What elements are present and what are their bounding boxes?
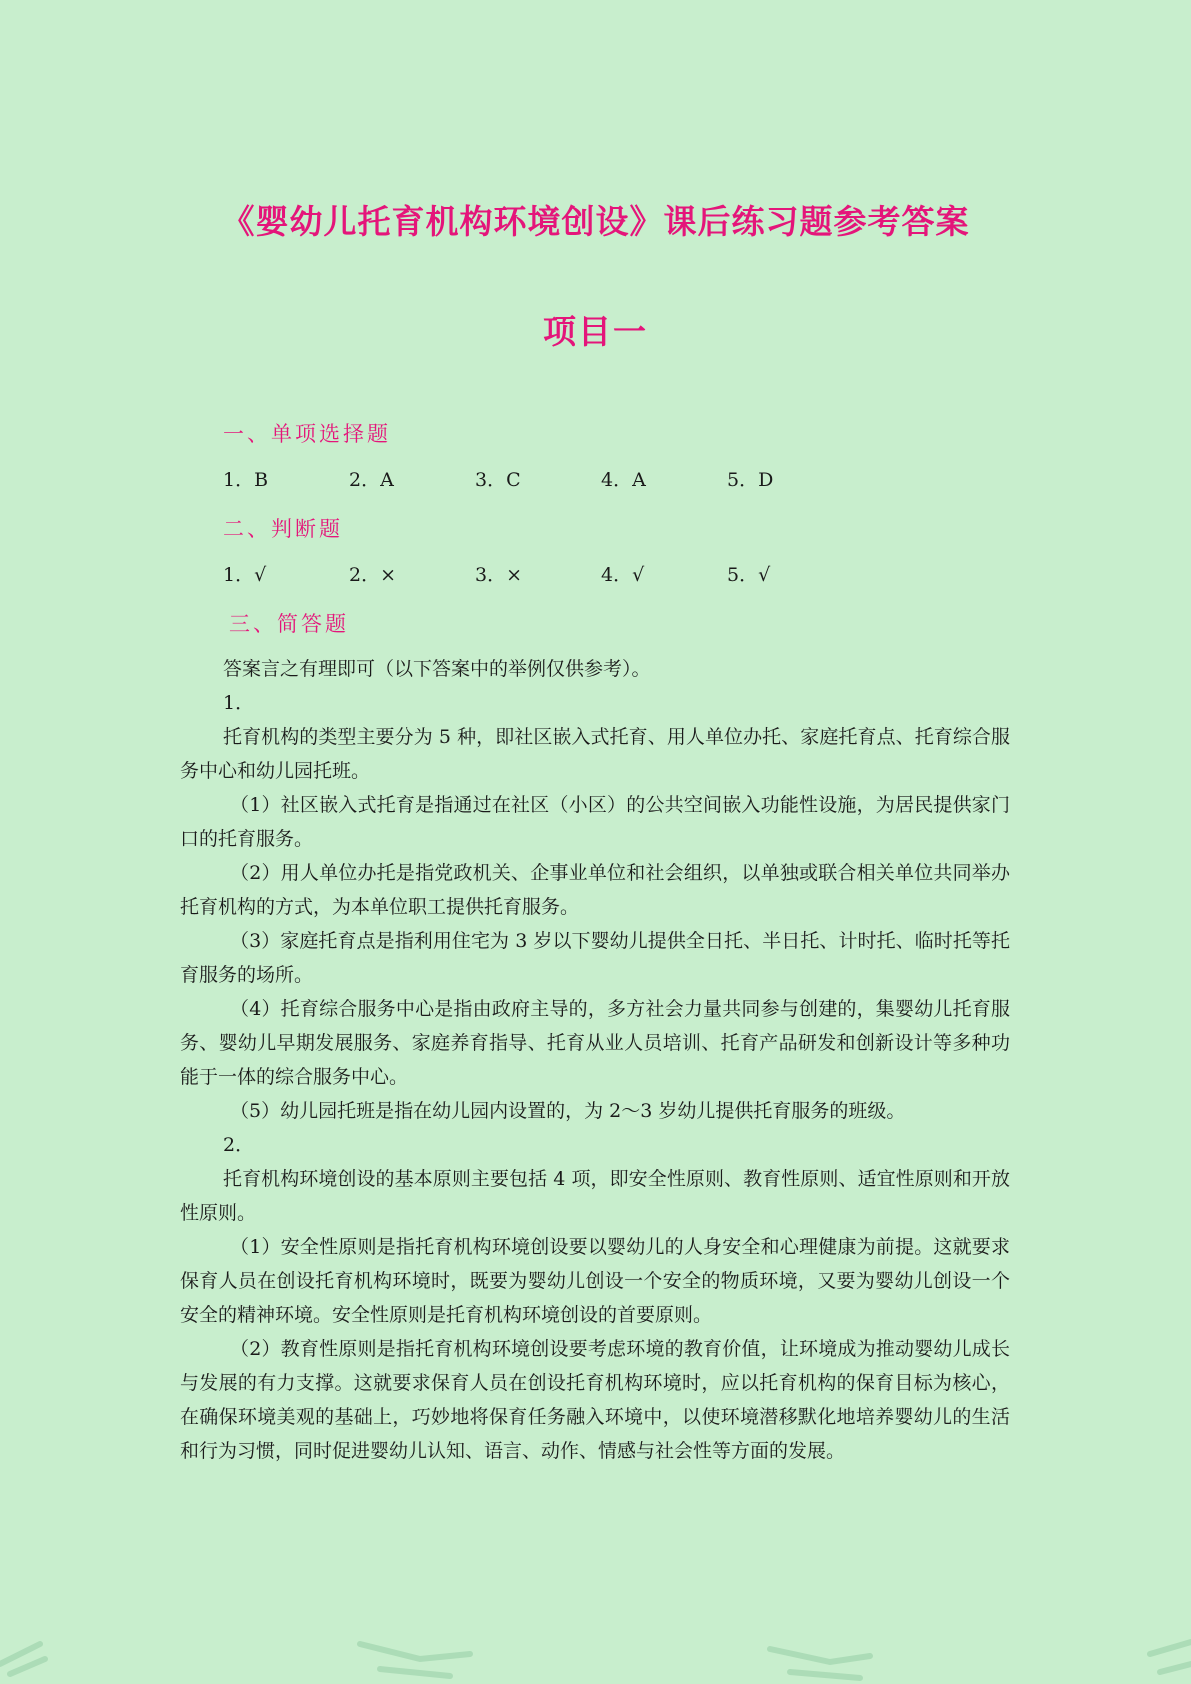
answer-paragraph: （5）幼儿园托班是指在幼儿园内设置的，为 2～3 岁幼儿提供托育服务的班级。 bbox=[230, 1100, 906, 1122]
answer-item: 5．√ bbox=[727, 564, 771, 586]
document-title: 《婴幼儿托育机构环境创设》课后练习题参考答案 bbox=[221, 202, 970, 241]
answer-item: 5．D bbox=[727, 469, 774, 491]
answer-paragraph: （2）教育性原则是指托育机构环境创设要考虑环境的教育价值，让环境成为推动婴幼儿成长与发展的有力支撑。这就要求保育人员在创设托育机构环境时，应以托育机构的保育目标为核心，在确保环境美观的基础上，巧妙地将保育任务融入环境中，以使环境潜移默化地培养婴幼儿的生活和行为习惯，同时促进婴幼儿认知、语言、动作、情感与社会性等方面的发展。 bbox=[180, 1338, 1010, 1462]
document-body bbox=[180, 418, 1010, 1468]
answer-item: 3．× bbox=[475, 564, 523, 586]
short-answer-intro: 答案言之有理即可（以下答案中的举例仅供参考）。 bbox=[223, 658, 651, 680]
answer-item: 3．C bbox=[475, 469, 521, 491]
answer-paragraph: （3）家庭托育点是指利用住宅为 3 岁以下婴幼儿提供全日托、半日托、计时托、临时托等托育服务的场所。 bbox=[180, 930, 1010, 986]
project-title: 项目一 bbox=[543, 312, 648, 351]
watermark-decoration bbox=[0, 1614, 1191, 1684]
answer-item: 2．× bbox=[349, 564, 397, 586]
answer-item: 4．A bbox=[601, 469, 646, 491]
answer-paragraph: （4）托育综合服务中心是指由政府主导的，多方社会力量共同参与创建的，集婴幼儿托育服务、婴幼儿早期发展服务、家庭养育指导、托育从业人员培训、托育产品研发和创新设计等多种功能于一体的综合服务中心。 bbox=[180, 998, 1010, 1088]
answer-item: 1．B bbox=[223, 469, 269, 491]
question-number: 2． bbox=[223, 1134, 255, 1156]
answer-item: 4．√ bbox=[601, 564, 645, 586]
multiple-choice-answers bbox=[223, 464, 1010, 496]
section-heading-short-answer: 三、简答题 bbox=[229, 612, 349, 636]
answer-item: 1．√ bbox=[223, 564, 267, 586]
answer-paragraph: 托育机构环境创设的基本原则主要包括 4 项，即安全性原则、教育性原则、适宜性原则和开放性原则。 bbox=[180, 1168, 1010, 1224]
answer-paragraph: 托育机构的类型主要分为 5 种，即社区嵌入式托育、用人单位办托、家庭托育点、托育综合服务中心和幼儿园托班。 bbox=[180, 726, 1010, 782]
answer-paragraph: （1）安全性原则是指托育机构环境创设要以婴幼儿的人身安全和心理健康为前提。这就要求保育人员在创设托育机构环境时，既要为婴幼儿创设一个安全的物质环境，又要为婴幼儿创设一个安全的精神环境。安全性原则是托育机构环境创设的首要原则。 bbox=[180, 1236, 1010, 1326]
section-heading-multiple-choice: 一、单项选择题 bbox=[223, 422, 391, 446]
answer-paragraph: （2）用人单位办托是指党政机关、企事业单位和社会组织，以单独或联合相关单位共同举办托育机构的方式，为本单位职工提供托育服务。 bbox=[180, 862, 1010, 918]
true-false-answers bbox=[223, 559, 1010, 591]
question-number: 1． bbox=[223, 692, 255, 714]
answer-paragraph: （1）社区嵌入式托育是指通过在社区（小区）的公共空间嵌入功能性设施，为居民提供家门口的托育服务。 bbox=[180, 794, 1010, 850]
answer-item: 2．A bbox=[349, 469, 394, 491]
section-heading-true-false: 二、判断题 bbox=[223, 517, 343, 541]
